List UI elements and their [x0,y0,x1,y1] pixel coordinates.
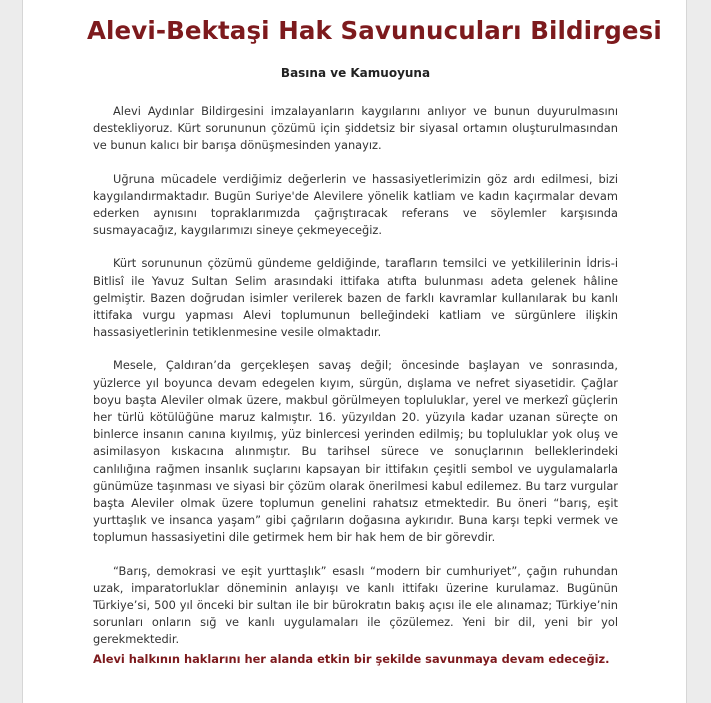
paragraph: “Barış, demokrasi ve eşit yurttaşlık” esaslı “modern bir cumhuriyet”, çağın ruhundan uzak, imparatorluklar döneminin anlayışı ve kanlı ittifakı üzerine kurulamaz. Bugünün Türkiye’si, 500 yıl önceki bir sultan ile bir bürokratın bakış açısı ile ele alınamaz; Türkiye’nin sorunları onların sığ ve kanlı uygulamaları ile çözülemez. Yeni bir dil, yeni bir yol gerekmektedir. [93,563,618,647]
paragraph: Kürt sorununun çözümü gündeme geldiğinde, tarafların temsilci ve yetkililerinin İdris-i Bitlisî ile Yavuz Sultan Selim arasındaki ittifaka atıfta bulunması adeta gelenek hâline gelmiştir. Bazen doğrudan isimler verilerek bazen de farklı kavramlar kullanılarak bu kanlı ittifaka vurgu yapması Alevi toplumunun belleğindeki katliam ve sürgünlere ilişkin hassasiyetlerinin tetiklenmesine vesile olmaktadır. [93,256,618,340]
document-page [22,0,687,703]
paragraph: Mesele, Çaldıran’da gerçekleşen savaş değil; öncesinde başlayan ve sonrasında, yüzlerce yıl boyunca devam edegelen kıyım, sürgün, dışlama ve nefret siyasetidir. Çağlar boyu başta Aleviler olmak üzere, makbul görülmeyen topluluklar, yerel ve merkezî güçlerin her türlü kötülüğüne maruz kalmıştır. 16. yüzyıldan 20. yüzyıla kadar uzanan süreçte on binlerce insanın canına kıyılmış, yüz binlercesi yerinden edilmiş; bu topluluklar yok oluş ve asimilasyon kıskacına alınmıştır. Bu tarihsel sürece ve sonuçlarının belleklerindeki canlılığına rağmen insanlık suçlarını kapsayan bir ittifakın çeşitli sembol ve uygulamalarla günümüze taşınması ve siyasi bir çözüm olarak önerilmesi kabul edilemez. Bu tarz vurgular başta Aleviler olmak üzere toplumun genelini rahatsız etmektedir. Bu öneri “barış, eşit yurttaşlık ve insanca yaşam” gibi çağrıların doğasına aykırıdır. Buna karşı tepki vermek ve toplumun hassasiyetini dile getirmek hem bir hak hem de bir görevdir. [93,358,618,545]
closing-statement: Alevi halkının haklarını her alanda etkin bir şekilde savunmaya devam edeceğiz. [93,652,610,666]
document-title: Alevi-Bektaşi Hak Savunucuları Bildirgesi [87,16,662,45]
document-subtitle: Basına ve Kamuoyuna [280,66,431,80]
document-body [93,103,618,665]
paragraph: Uğruna mücadele verdiğimiz değerlerin ve hassasiyetlerimizin göz ardı edilmesi, bizi kaygılandırmaktadır. Bugün Suriye'de Alevilere yönelik katliam ve kadın kaçırmalar devam ederken aynısını topraklarımızda çağrıştıracak referans ve söylemler karşısında susmayacağız, kaygılarımızı sineye çekmeyeceğiz. [93,171,618,238]
paragraph: Alevi Aydınlar Bildirgesini imzalayanların kaygılarını anlıyor ve bunun duyurulmasını destekliyoruz. Kürt sorununun çözümü için şiddetsiz bir siyasal ortamın oluşturulmasından ve bunun kalıcı bir barışa dönüşmesinden yanayız. [93,104,618,153]
